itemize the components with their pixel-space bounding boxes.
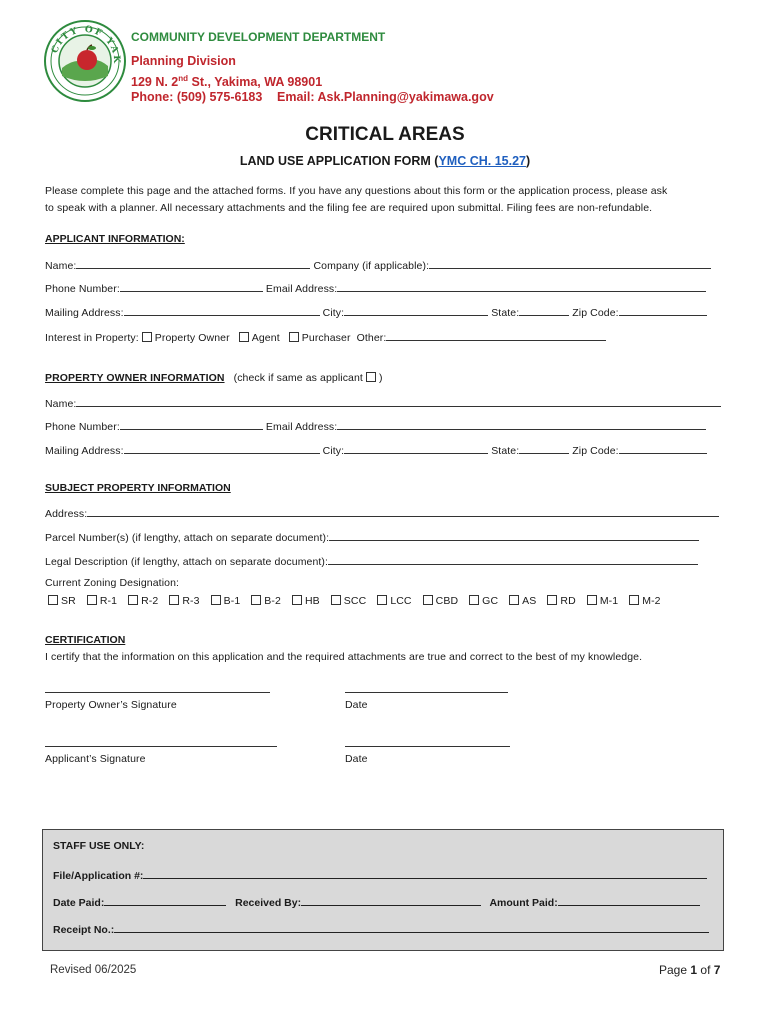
owner-state-field[interactable] [519,443,569,454]
property-owner-checkbox[interactable] [142,332,152,342]
owner-email-field[interactable] [337,419,706,430]
applicant-signature-line[interactable] [45,746,277,747]
zone-checkbox[interactable] [251,595,261,605]
amount-paid-field[interactable] [558,895,700,906]
zoning-label: Current Zoning Designation: [45,577,180,589]
applicant-zip-field[interactable] [619,305,707,316]
owner-signature-label: Property Owner’s Signature [45,699,177,711]
zone-checkbox[interactable] [211,595,221,605]
page-title: CRITICAL AREAS [305,124,465,145]
owner-phone-field[interactable] [120,419,263,430]
owner-phone-row: Phone Number: Email Address: [45,419,706,433]
owner-date-label: Date [345,699,368,711]
interest-other-field[interactable] [386,330,606,341]
subject-address-field[interactable] [87,506,719,517]
zone-checkbox[interactable] [331,595,341,605]
file-application-field[interactable] [143,868,707,879]
office-address: 129 N. 2nd St., Yakima, WA 98901 [131,74,323,90]
zone-checkbox[interactable] [169,595,179,605]
ymc-link[interactable]: YMC CH. 15.27 [438,154,526,168]
same-as-applicant-checkbox[interactable] [366,372,376,382]
division-name: Planning Division [131,54,236,68]
zone-checkbox[interactable] [469,595,479,605]
form-subtitle: LAND USE APPLICATION FORM (YMC CH. 15.27) [239,154,531,168]
certification-heading: CERTIFICATION [45,634,126,646]
payment-row: Date Paid: Received By: Amount Paid: [53,895,700,909]
revised-date: Revised 06/2025 [50,964,137,976]
page-number: Page 1 of 7 [659,963,721,977]
date-paid-field[interactable] [104,895,226,906]
applicant-city-field[interactable] [344,305,488,316]
zone-checkbox[interactable] [128,595,138,605]
applicant-phone-row: Phone Number: Email Address: [45,281,706,295]
seal-text: CITY OF YAK [50,24,122,66]
legal-row: Legal Description (if lengthy, attach on separate document): [45,554,698,568]
parcel-row: Parcel Number(s) (if lengthy, attach on separate document): [45,530,699,544]
applicant-mailing-row: Mailing Address: City: State: Zip Code: [45,305,707,319]
interest-row: Interest in Property: Property Owner Agent Purchaser Other: [45,330,606,344]
applicant-email-field[interactable] [337,281,706,292]
agent-checkbox[interactable] [239,332,249,342]
owner-name-row: Name: [45,396,721,410]
city-seal [44,20,126,102]
applicant-company-field[interactable] [429,258,711,269]
owner-mailing-field[interactable] [124,443,320,454]
owner-signature-line[interactable] [45,692,270,693]
zoning-options: SR R-1 R-2 R-3 B-1 B-2 HB SCC LCC CBD GC AS RD M-1 M-2 [48,595,669,607]
zone-checkbox[interactable] [509,595,519,605]
received-by-field[interactable] [301,895,481,906]
applicant-heading: APPLICANT INFORMATION: [45,233,185,245]
applicant-state-field[interactable] [519,305,569,316]
zone-checkbox[interactable] [377,595,387,605]
zone-checkbox[interactable] [48,595,58,605]
subject-address-row: Address: [45,506,719,520]
certification-statement: I certify that the information on this application and the required attachments are true and correct to the best of my knowledge. [45,651,643,663]
owner-name-field[interactable] [76,396,721,407]
contact-email: Email: Ask.Planning@yakimawa.gov [277,90,494,104]
owner-date-line[interactable] [345,692,508,693]
applicant-mailing-field[interactable] [124,305,320,316]
applicant-name-row: Name: Company (if applicable): [45,258,711,272]
purchaser-checkbox[interactable] [289,332,299,342]
zone-checkbox[interactable] [629,595,639,605]
department-name: COMMUNITY DEVELOPMENT DEPARTMENT [131,30,386,44]
owner-heading: PROPERTY OWNER INFORMATION [45,372,225,384]
intro-line-1: Please complete this page and the attached forms. If you have any questions about this form or the application process, please ask [45,185,668,197]
receipt-field[interactable] [114,922,709,933]
zone-checkbox[interactable] [587,595,597,605]
owner-city-field[interactable] [344,443,488,454]
receipt-row: Receipt No.: [53,922,709,936]
applicant-date-line[interactable] [345,746,510,747]
contact-phone: Phone: (509) 575-6183 [131,90,263,104]
owner-heading-row: PROPERTY OWNER INFORMATION (check if same as applicant ) [45,372,383,384]
zone-checkbox[interactable] [547,595,557,605]
staff-use-box [42,829,724,951]
legal-field[interactable] [328,554,698,565]
applicant-phone-field[interactable] [120,281,263,292]
applicant-signature-label: Applicant’s Signature [45,753,146,765]
parcel-field[interactable] [329,530,699,541]
applicant-name-field[interactable] [76,258,310,269]
file-application-row: File/Application #: [53,868,707,882]
intro-line-2: to speak with a planner. All necessary attachments and the filing fee are required upon submittal. Filing fees are non-refundable. [45,202,653,214]
zone-checkbox[interactable] [292,595,302,605]
zone-checkbox[interactable] [87,595,97,605]
subject-heading: SUBJECT PROPERTY INFORMATION [45,482,231,494]
applicant-date-label: Date [345,753,368,765]
zone-checkbox[interactable] [423,595,433,605]
owner-mailing-row: Mailing Address: City: State: Zip Code: [45,443,707,457]
owner-zip-field[interactable] [619,443,707,454]
staff-heading: STAFF USE ONLY: [53,840,145,852]
